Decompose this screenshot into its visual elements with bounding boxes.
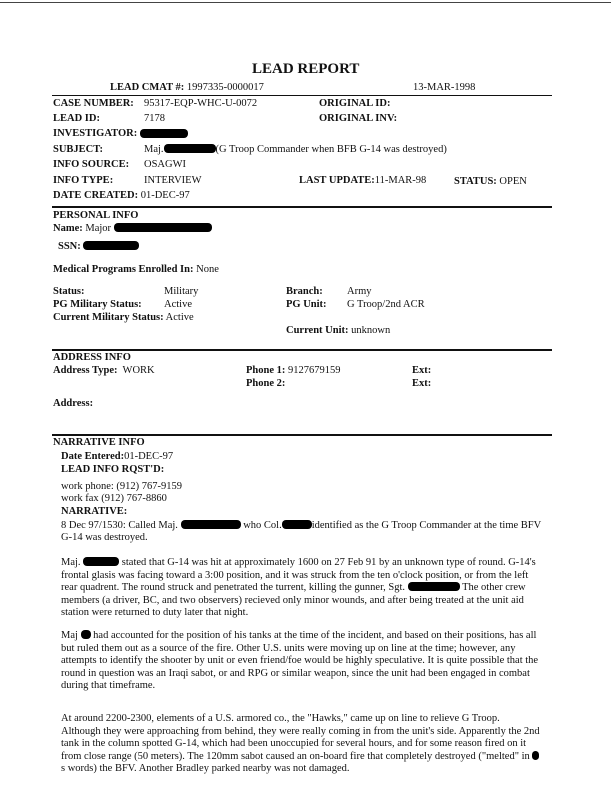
subject-value [144,144,447,157]
medical-label: Medical Programs Enrolled In: [53,264,194,275]
original-inv-label: ORIGINAL INV: [319,113,398,124]
p2-start: Maj [61,630,78,641]
narrative-redaction-1 [181,520,241,529]
address-label: Address: [53,398,94,409]
p1-redaction-2 [408,582,460,591]
lead-id-value: 7178 [144,113,165,124]
current-military-status-row [53,312,194,325]
current-unit-value: unknown [351,325,391,336]
lead-cmat-value: 1997335-0000017 [186,82,264,93]
report-date: 13-MAR-1998 [413,82,476,93]
p1-middle: stated that G-14 was hit at approximately 1600 on 27 Feb 91 by an unknown type of round. G-14's frontal glasis was facing toward a 3:00 position, and it was struck from the ten o'clock position, or from the left rear quadrent. The round struck and penetrated the turrent, killing the gunner, Sgt. [61,557,536,593]
p1-start: Maj. [61,557,81,568]
header-rule-bottom [52,206,552,208]
current-military-status-label: Current Military Status: [53,312,164,323]
date-created-label: DATE CREATED: [53,190,139,201]
status [454,176,527,189]
date-entered-value: 01-DEC-97 [124,451,174,462]
narrative-info-heading: NARRATIVE INFO [53,437,145,448]
phone1-value: 9127679159 [288,365,341,376]
current-unit-row [286,325,390,338]
status-label: STATUS: [454,176,497,187]
pg-unit-label: PG Unit: [286,299,327,310]
pg-military-status-value: Active [164,299,192,310]
address-type-row [53,365,155,378]
mil-status-value: Military [164,286,199,297]
narrative-paragraph-1 [61,557,541,620]
ssn-label: SSN: [58,241,81,252]
work-fax: work fax (912) 767-8860 [61,493,167,504]
phone1-row [246,365,341,378]
narrative-paragraph-3 [61,713,541,776]
header-rule-top [52,95,552,96]
info-type-label: INFO TYPE: [53,175,114,186]
narrative-line-1 [61,520,541,533]
date-entered-label: Date Entered: [61,451,125,462]
p2-rest: had accounted for the position of his tanks at the time of the incident, and based on their positions, has all but ruled them out as a source of the fire. Other U.S. units were moving up on line at the time; however, any attempts to identify the shooter by unit or even friend/foe would be highly speculative. It is quite possible that the round in question was an Iraqi sabot, or and RPG or similar weapon, since the unit had been engaged in combat during that timeframe. [61,630,539,691]
ssn-row [58,241,139,254]
current-unit-label: Current Unit: [286,325,349,336]
ext2-label: Ext: [412,378,432,389]
p3-end: s words) the BFV. Another Bradley parked nearby was not damaged. [61,763,350,774]
address-type-value: WORK [122,365,155,376]
narrative-label: NARRATIVE: [61,506,128,517]
subject-prefix: Maj. [144,144,164,155]
p3-text: At around 2200-2300, elements of a U.S. armored co., the "Hawks," came up on line to relieve G Troop. Although they were approaching from behind, they were really coming in from the unit's side. Apparently the 2nd tank in the column spotted G-14, which had been unoccupied for several hours, and for some reason fired on it from close range (50 meters). The 120mm sabot caused an on-board fire that completely destroyed ("melted" in [61,713,540,762]
case-number-value: 95317-EQP-WHC-U-0072 [144,98,258,109]
narrative-redaction-2 [282,520,312,529]
work-phone: work phone: (912) 767-9159 [61,481,183,492]
investigator-label: INVESTIGATOR: [53,128,138,139]
page-title: LEAD REPORT [252,61,360,77]
narrative-1b: who Col. [243,520,282,531]
info-source-value: OSAGWI [144,159,186,170]
personal-info-heading: PERSONAL INFO [53,210,139,221]
phone1-label: Phone 1: [246,365,286,376]
branch-value: Army [347,286,372,297]
name-redaction [114,223,212,232]
pg-military-status-label: PG Military Status: [53,299,142,310]
address-type-label: Address Type: [53,365,118,376]
ext1-label: Ext: [412,365,432,376]
last-update [299,175,426,188]
date-entered-row [61,451,173,464]
narrative-1a: 8 Dec 97/1530: Called Maj. [61,520,178,531]
status-value: OPEN [499,176,527,187]
branch-label: Branch: [286,286,323,297]
name-label: Name: [53,223,83,234]
subject-redaction [164,144,216,153]
lead-id-label: LEAD ID: [53,113,100,124]
narrative-1c: identified as the G Troop Commander at the time BFV [311,520,542,531]
p1-redaction-1 [83,557,119,566]
mil-status-label: Status: [53,286,85,297]
investigator-redaction [140,129,188,138]
current-military-status-value: Active [165,312,194,323]
name-row [53,223,212,236]
original-id-label: ORIGINAL ID: [319,98,391,109]
medical-value: None [196,264,219,275]
personal-rule-bottom [52,349,552,351]
ssn-redaction [83,241,139,250]
p2-redaction [81,630,91,639]
narrative-line-2: G-14 was destroyed. [61,532,148,543]
lead-info-label: LEAD INFO RQST'D: [61,464,165,475]
date-created-value: 01-DEC-97 [140,190,190,201]
last-update-label: LAST UPDATE: [299,175,375,186]
info-source-label: INFO SOURCE: [53,159,130,170]
address-info-heading: ADDRESS INFO [53,352,131,363]
address-rule-bottom [52,434,552,436]
case-number-label: CASE NUMBER: [53,98,134,109]
last-update-value: 11-MAR-98 [374,175,427,186]
pg-unit-value: G Troop/2nd ACR [347,299,425,310]
info-type-value: INTERVIEW [144,175,202,186]
lead-cmat-row [110,82,264,95]
lead-cmat-label: LEAD CMAT #: [110,82,185,93]
name-prefix: Major [85,223,112,234]
phone2-label: Phone 2: [246,378,286,389]
p1-end: The other crew members (a driver, BC, and two observers) recieved only minor wounds, and after being treated at the unit aid station were returned to duty later that night. [61,582,526,618]
medical-row [53,264,219,277]
p3-redaction [532,751,539,760]
page-top-rule [0,2,611,3]
subject-text: (G Troop Commander when BFB G-14 was destroyed) [215,144,447,155]
subject-label: SUBJECT: [53,144,103,155]
narrative-paragraph-2 [61,630,541,693]
date-created [53,190,190,203]
